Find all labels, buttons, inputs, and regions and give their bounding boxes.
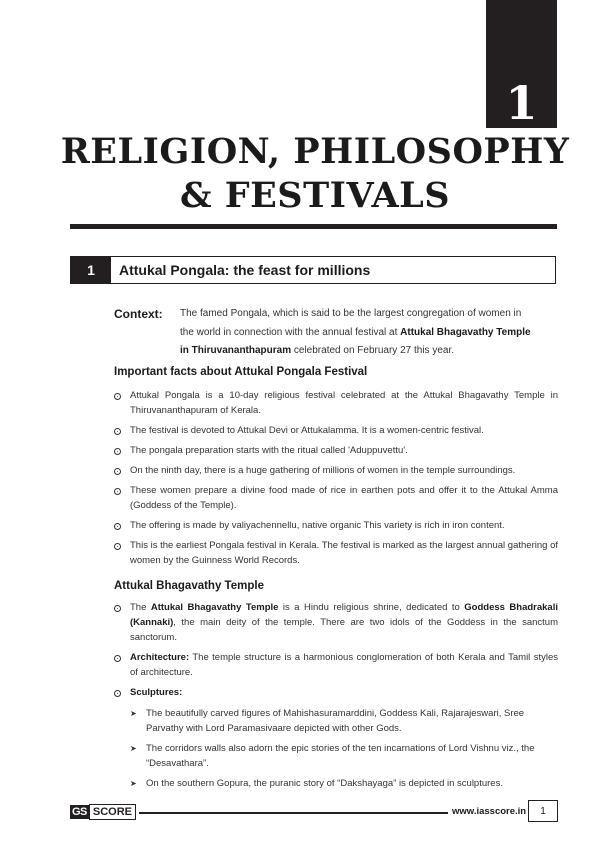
list-item: The Attukal Bhagavathy Temple is a Hindu religious shrine, dedicated to Goddess Bhadrakali (Kannaki), the main deity of the temple. There are two idols of the Goddess in the sanctum sanctorum. bbox=[114, 600, 558, 645]
section-title: Attukal Pongala: the feast for millions bbox=[119, 262, 371, 278]
chapter-title-line1: RELIGION, PHILOSOPHY bbox=[60, 131, 570, 172]
title-divider bbox=[70, 224, 557, 229]
section-header bbox=[70, 256, 556, 284]
chapter-number-box bbox=[486, 0, 557, 128]
bullet-icon bbox=[114, 468, 121, 475]
section-number: 1 bbox=[71, 257, 111, 283]
bullet-icon bbox=[114, 690, 121, 697]
temple-list bbox=[114, 600, 558, 705]
chapter-number: 1 bbox=[505, 76, 538, 130]
list-item: This is the earliest Pongala festival in Kerala. The festival is marked as the largest annual gathering of women by the Guinness World Records. bbox=[114, 538, 558, 568]
website-link[interactable]: www.iasscore.in bbox=[448, 803, 530, 821]
sculptures-list bbox=[130, 706, 558, 796]
list-item: These women prepare a divine food made of rice in earthen pots and offer it to the Attukal Amma (Goddess of the Temple). bbox=[114, 483, 558, 513]
arrow-icon: ➤ bbox=[130, 779, 137, 788]
context-label: Context: bbox=[114, 307, 163, 321]
context-block bbox=[114, 305, 534, 361]
list-item: The festival is devoted to Attukal Devi or Attukalamma. It is a women-centric festival. bbox=[114, 423, 558, 438]
logo-score: SCORE bbox=[89, 804, 136, 820]
list-item: Sculptures: bbox=[114, 685, 558, 700]
list-item: The pongala preparation starts with the ritual called 'Aduppuvettu'. bbox=[114, 443, 558, 458]
logo-gs: GS bbox=[72, 806, 87, 818]
bullet-icon bbox=[114, 488, 121, 495]
bullet-icon bbox=[114, 605, 121, 612]
chapter-title bbox=[60, 130, 570, 218]
chapter-title-line2: & FESTIVALS bbox=[180, 175, 450, 216]
facts-list bbox=[114, 388, 558, 573]
arrow-icon: ➤ bbox=[130, 709, 137, 718]
list-item: Attukal Pongala is a 10-day religious festival celebrated at the Attukal Bhagavathy Temple in Thiruvananthapuram of Kerala. bbox=[114, 388, 558, 418]
bullet-icon bbox=[114, 523, 121, 530]
gsscore-logo bbox=[70, 803, 139, 821]
list-item: ➤ The beautifully carved figures of Mahishasuramarddini, Goddess Kali, Rajarajeswari, Sree Parvathy with Lord Paramasivaare depicted with other Gods. bbox=[130, 708, 525, 734]
bullet-icon bbox=[114, 448, 121, 455]
list-item: On the ninth day, there is a huge gathering of millions of women in the temple surroundings. bbox=[114, 463, 558, 478]
facts-heading: Important facts about Attukal Pongala Festival bbox=[114, 366, 368, 378]
temple-heading: Attukal Bhagavathy Temple bbox=[114, 580, 264, 592]
context-text bbox=[180, 305, 534, 361]
context-text-bold: Attukal Bhagavathy Temple in Thiruvananthapuram bbox=[180, 326, 531, 356]
bullet-icon bbox=[114, 543, 121, 550]
context-text-a: The famed Pongala, which is said to be the largest congregation of women in the world in connection with the annual festival at bbox=[180, 308, 522, 338]
list-item: ➤ The corridors walls also adorn the epic stories of the ten incarnations of Lord Vishnu viz., the “Desavathara”. bbox=[130, 743, 535, 769]
list-item: The offering is made by valiyachennellu, native organic This variety is rich in iron content. bbox=[114, 518, 558, 533]
list-item: ➤ On the southern Gopura, the puranic story of “Dakshayaga” is depicted in sculptures. bbox=[130, 778, 503, 789]
bullet-icon bbox=[114, 655, 121, 662]
bullet-icon bbox=[114, 428, 121, 435]
page-number: 1 bbox=[528, 800, 558, 822]
context-text-b: celebrated on February 27 this year. bbox=[291, 345, 454, 356]
list-item: Architecture: The temple structure is a harmonious conglomeration of both Kerala and Tamil styles of architecture. bbox=[114, 650, 558, 680]
bullet-icon bbox=[114, 393, 121, 400]
arrow-icon: ➤ bbox=[130, 744, 137, 753]
